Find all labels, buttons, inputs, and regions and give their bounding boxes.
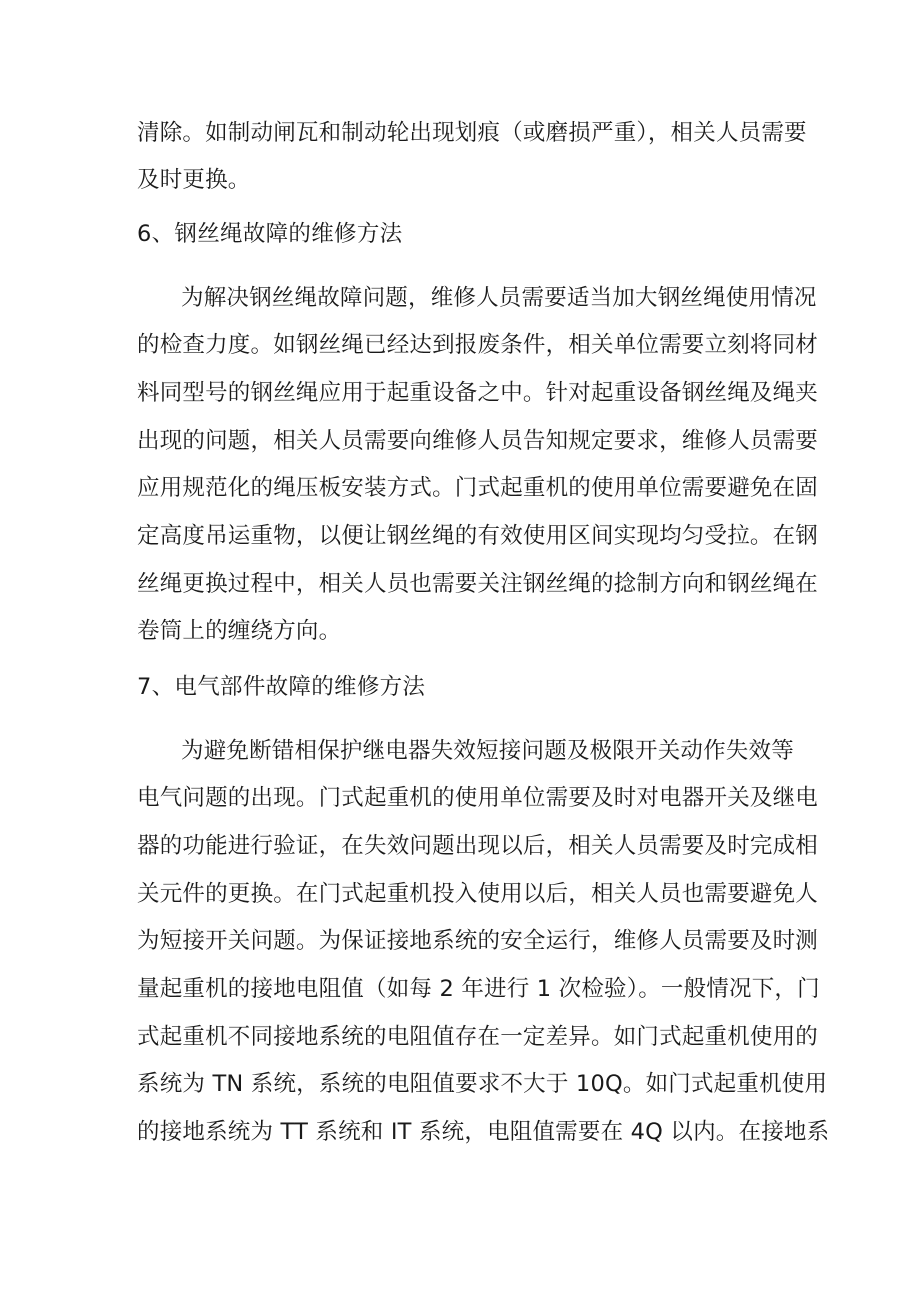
paragraph-line: 的检查力度。如钢丝绳已经达到报废条件，相关单位需要立刻将同材 <box>137 332 819 358</box>
paragraph-line: 料同型号的钢丝绳应用于起重设备之中。针对起重设备钢丝绳及绳夹 <box>137 380 819 406</box>
paragraph-line: 器的功能进行验证，在失效问题出现以后，相关人员需要及时完成相 <box>137 833 819 859</box>
paragraph-line: 式起重机不同接地系统的电阻值存在一定差异。如门式起重机使用的 <box>137 1024 819 1050</box>
paragraph-line: 系统为 TN 系统，系统的电阻值要求不大于 10Q。如门式起重机使用 <box>137 1071 828 1097</box>
paragraph-line: 的接地系统为 TT 系统和 IT 系统，电阻值需要在 4Q 以内。在接地系 <box>137 1119 830 1145</box>
paragraph-line: 卷筒上的缠绕方向。 <box>137 618 342 644</box>
paragraph-line: 为短接开关问题。为保证接地系统的安全运行，维修人员需要及时测 <box>137 928 819 954</box>
paragraph-line: 电气问题的出现。门式起重机的使用单位需要及时对电器开关及继电 <box>137 785 819 811</box>
section-heading-7: 7、电气部件故障的维修方法 <box>137 674 426 700</box>
section-heading-6: 6、钢丝绳故障的维修方法 <box>137 221 403 247</box>
paragraph-line: 为避免断错相保护继电器失效短接问题及极限开关动作失效等 <box>181 738 794 764</box>
paragraph-line: 出现的问题，相关人员需要向维修人员告知规定要求，维修人员需要 <box>137 428 819 454</box>
paragraph-line: 应用规范化的绳压板安装方式。门式起重机的使用单位需要避免在固 <box>137 475 819 501</box>
paragraph-line: 定高度吊运重物，以便让钢丝绳的有效使用区间实现均匀受拉。在钢 <box>137 523 819 549</box>
paragraph-line: 关元件的更换。在门式起重机投入使用以后，相关人员也需要避免人 <box>137 881 819 907</box>
paragraph-line: 量起重机的接地电阻值（如每 2 年进行 1 次检验）。一般情况下，门 <box>137 976 820 1002</box>
paragraph-line: 为解决钢丝绳故障问题，维修人员需要适当加大钢丝绳使用情况 <box>181 285 817 311</box>
paragraph-line: 丝绳更换过程中，相关人员也需要关注钢丝绳的捻制方向和钢丝绳在 <box>137 571 819 597</box>
paragraph-line: 清除。如制动闸瓦和制动轮出现划痕（或磨损严重），相关人员需要 <box>137 120 807 146</box>
paragraph-line: 及时更换。 <box>137 167 251 193</box>
